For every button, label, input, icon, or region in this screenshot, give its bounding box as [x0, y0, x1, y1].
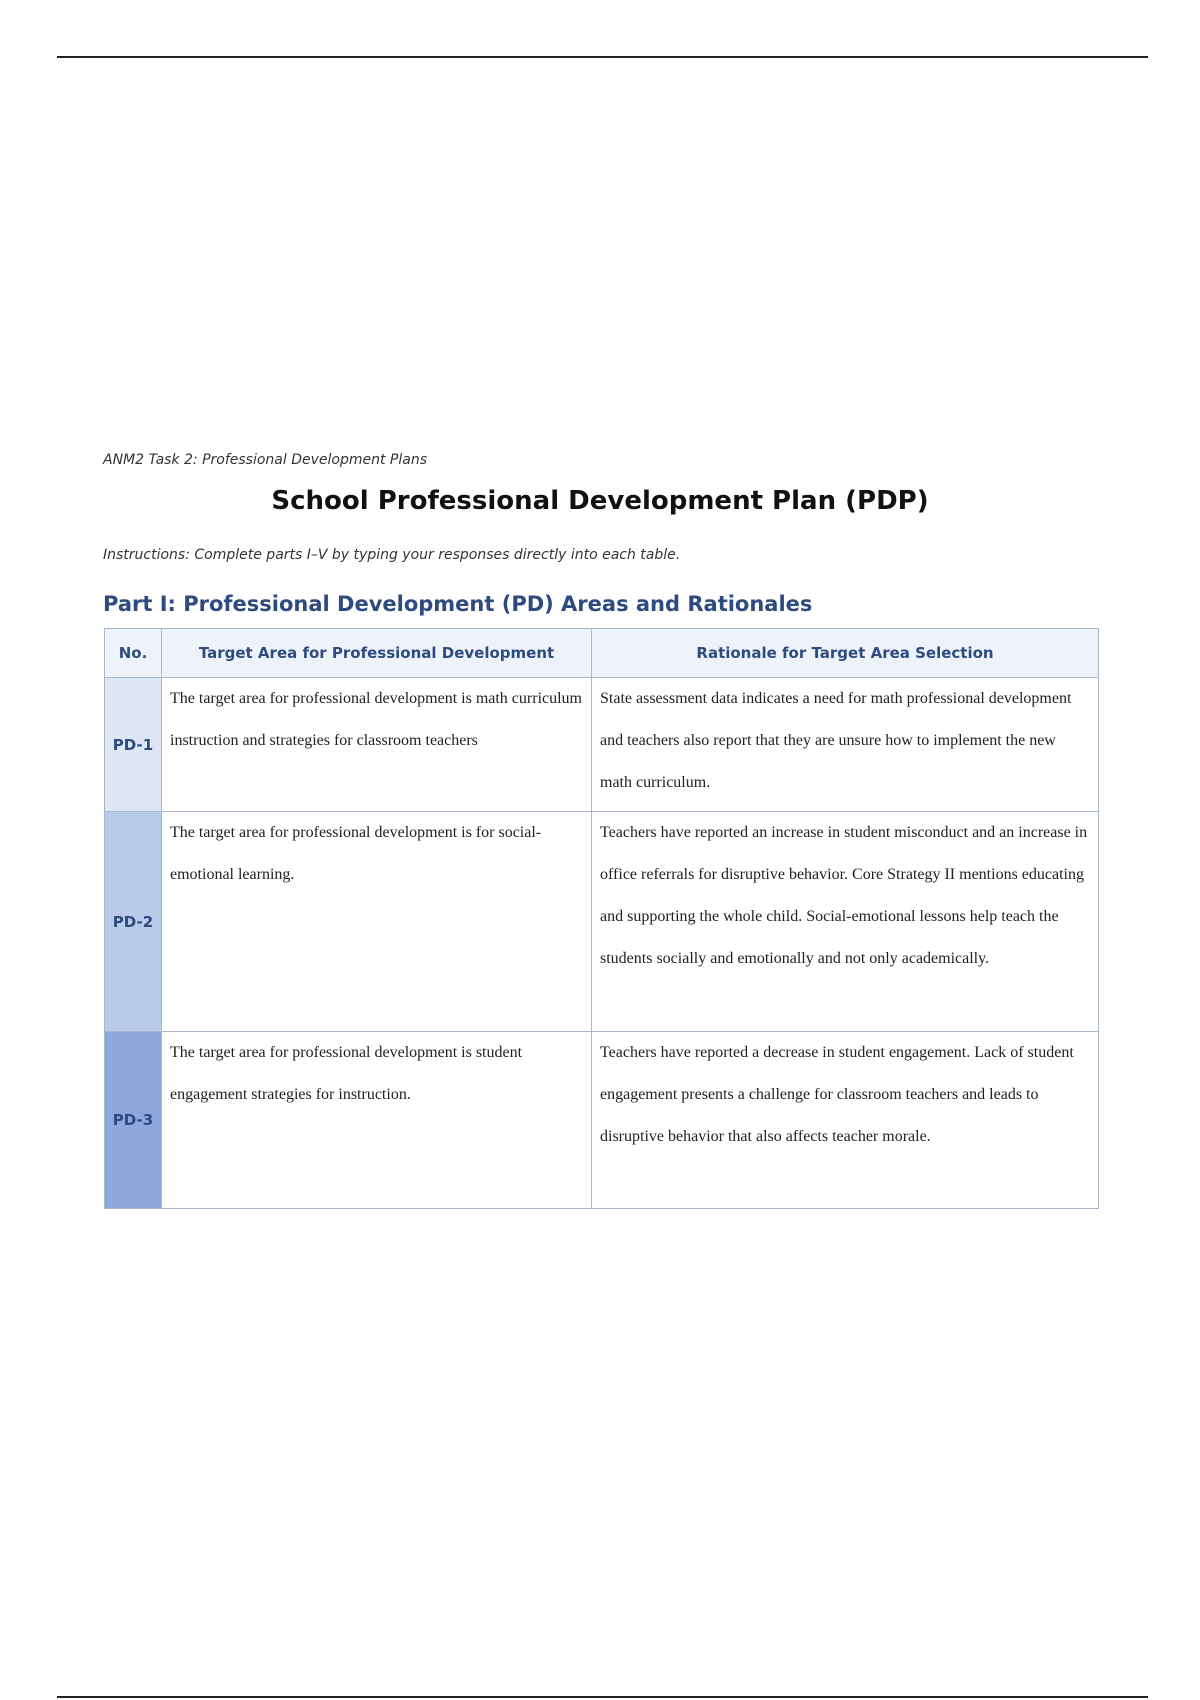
rationale-cell[interactable]: Teachers have reported a decrease in student engagement. Lack of student engagement presents a challenge for classroom teachers and leads to disruptive behavior that also affects teacher morale.: [592, 1032, 1099, 1209]
document-subtitle: ANM2 Task 2: Professional Development Plans: [103, 452, 427, 468]
col-no: No.: [105, 629, 162, 678]
target-cell[interactable]: The target area for professional development is for social-emotional learning.: [162, 812, 592, 1032]
row-number: PD-1: [105, 678, 162, 812]
table-row: [105, 812, 1099, 1032]
instructions: Instructions: Complete parts I–V by typing your responses directly into each table.: [103, 547, 681, 563]
top-rule: [57, 56, 1148, 58]
rationale-cell[interactable]: State assessment data indicates a need for math professional development and teachers also report that they are unsure how to implement the new math curriculum.: [592, 678, 1099, 812]
table-header-row: [105, 629, 1099, 678]
target-cell[interactable]: The target area for professional development is math curriculum instruction and strategies for classroom teachers: [162, 678, 592, 812]
table-row: [105, 678, 1099, 812]
table-row: [105, 1032, 1099, 1209]
part1-heading: Part I: Professional Development (PD) Areas and Rationales: [103, 592, 813, 616]
pd-areas-table: [104, 628, 1099, 1209]
page-title: School Professional Development Plan (PDP): [271, 486, 929, 516]
row-number: PD-2: [105, 812, 162, 1032]
rationale-cell[interactable]: Teachers have reported an increase in student misconduct and an increase in office referrals for disruptive behavior. Core Strategy II mentions educating and supporting the whole child. Social-emotional lessons help teach the students socially and emotionally and not only academically.: [592, 812, 1099, 1032]
col-target: Target Area for Professional Development: [162, 629, 592, 678]
col-rationale: Rationale for Target Area Selection: [592, 629, 1099, 678]
row-number: PD-3: [105, 1032, 162, 1209]
target-cell[interactable]: The target area for professional development is student engagement strategies for instruction.: [162, 1032, 592, 1209]
bottom-rule: [57, 1696, 1148, 1698]
